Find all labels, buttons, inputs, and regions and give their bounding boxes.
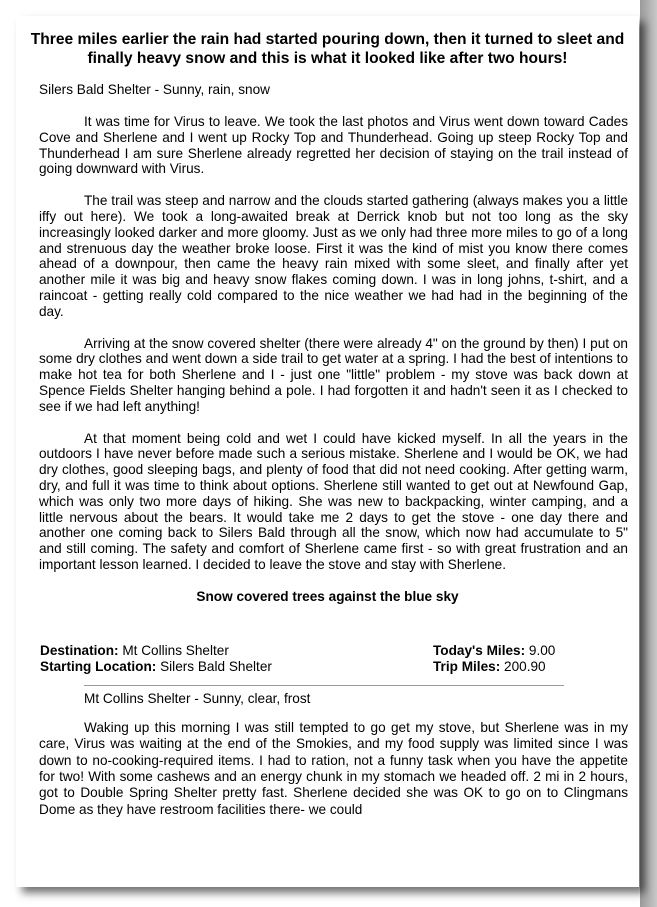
- trip-stats: [40, 643, 620, 675]
- todays-miles-value: 9.00: [528, 642, 556, 658]
- destination-label: Destination:: [40, 642, 119, 658]
- starting-location-stat: [40, 659, 272, 675]
- todays-miles-stat: [433, 643, 555, 659]
- todays-miles-label: Today's Miles:: [433, 642, 526, 658]
- photo-caption: Snow covered trees against the blue sky: [196, 588, 459, 604]
- entry-paragraph: It was time for Virus to leave. We took the last photos and Virus went down toward Cades Cove and Sherlene and I went up Rocky Top and Thunderhead. Going up steep Rocky Top and Thunderhead I am sure Sherlene already regretted her decision of staying on the trail instead of going downward with Virus.: [39, 114, 628, 177]
- entry-location-weather: Mt Collins Shelter - Sunny, clear, frost: [84, 690, 311, 706]
- destination-stat: [40, 643, 229, 659]
- entry-paragraph: Arriving at the snow covered shelter (there were already 4" on the ground by then) I put on some dry clothes and went down a side trail to get water at a spring. I had the best of intentions to make hot tea for both Sherlene and I - just one "little" problem - my stove was back down at Spence Fields Shelter hanging behind a pole. I had forgotten it and hadn't seen it as I checked to see if we had left anything!: [39, 335, 628, 414]
- entry-paragraph: At that moment being cold and wet I could have kicked myself. In all the years in the outdoors I have never before made such a serious mistake. Sherlene and I would be OK, we had dry clothes, good sleeping bags, and plenty of food that did not need cooking. After getting warm, dry, and full it was time to think about options. Sherlene still wanted to get out at Newfound Gap, which was only two more days of hiking. She was new to backpacking, winter camping, and a little nervous about the bears. It would take me 2 days to get the stove - one day there and another one coming back to Silers Bald through all the snow, which now had accumulate to 5" and still coming. The safety and comfort of Sherlene came first - so with great frustration and an important lesson learned. I decided to leave the stove and stay with Sherlene.: [39, 430, 628, 572]
- trip-miles-value: 200.90: [504, 658, 546, 674]
- starting-location-label: Starting Location:: [40, 658, 157, 674]
- entry-paragraph: Waking up this morning I was still tempted to go get my stove, but Sherlene was in my care, Virus was waiting at the end of the Smokies, and my food supply was limited since I was down to no-cooking-required items. I had to ration, not a funny task when you have the appetite for two! With some cashews and an energy chunk in my stomach we headed off. 2 mi in 2 hours, got to Double Spring Shelter pretty fast. Sherlene decided she was OK to go on to Clingmans Dome as they have restroom facilities there- we could: [39, 719, 628, 817]
- entry-location-weather: Silers Bald Shelter - Sunny, rain, snow: [39, 82, 270, 97]
- destination-value: Mt Collins Shelter: [122, 642, 229, 658]
- trip-miles-label: Trip Miles:: [433, 658, 501, 674]
- photo-heading: Three miles earlier the rain had started pouring down, then it turned to sleet and finally heavy snow and this is what it looked like after two hours!: [30, 31, 625, 67]
- starting-location-value: Silers Bald Shelter: [160, 658, 272, 674]
- section-divider: [84, 685, 564, 686]
- journal-page: [16, 16, 639, 887]
- trip-miles-stat: [433, 659, 546, 675]
- entry-paragraph: The trail was steep and narrow and the clouds started gathering (always makes you a little iffy out here). We took a long-awaited break at Derrick knob but not too long as the sky increasingly looked darker and more gloomy. Just as we only had three more miles to go of a long and strenuous day the weather broke loose. First it was the kind of mist you know there comes ahead of a downpour, then came the heavy rain mixed with some sleet, and finally after yet another mile it was big and heavy snow flakes coming down. I was in long johns, t-shirt, and a raincoat - getting really cold compared to the nice weather we had had in the beginning of the day.: [39, 193, 628, 319]
